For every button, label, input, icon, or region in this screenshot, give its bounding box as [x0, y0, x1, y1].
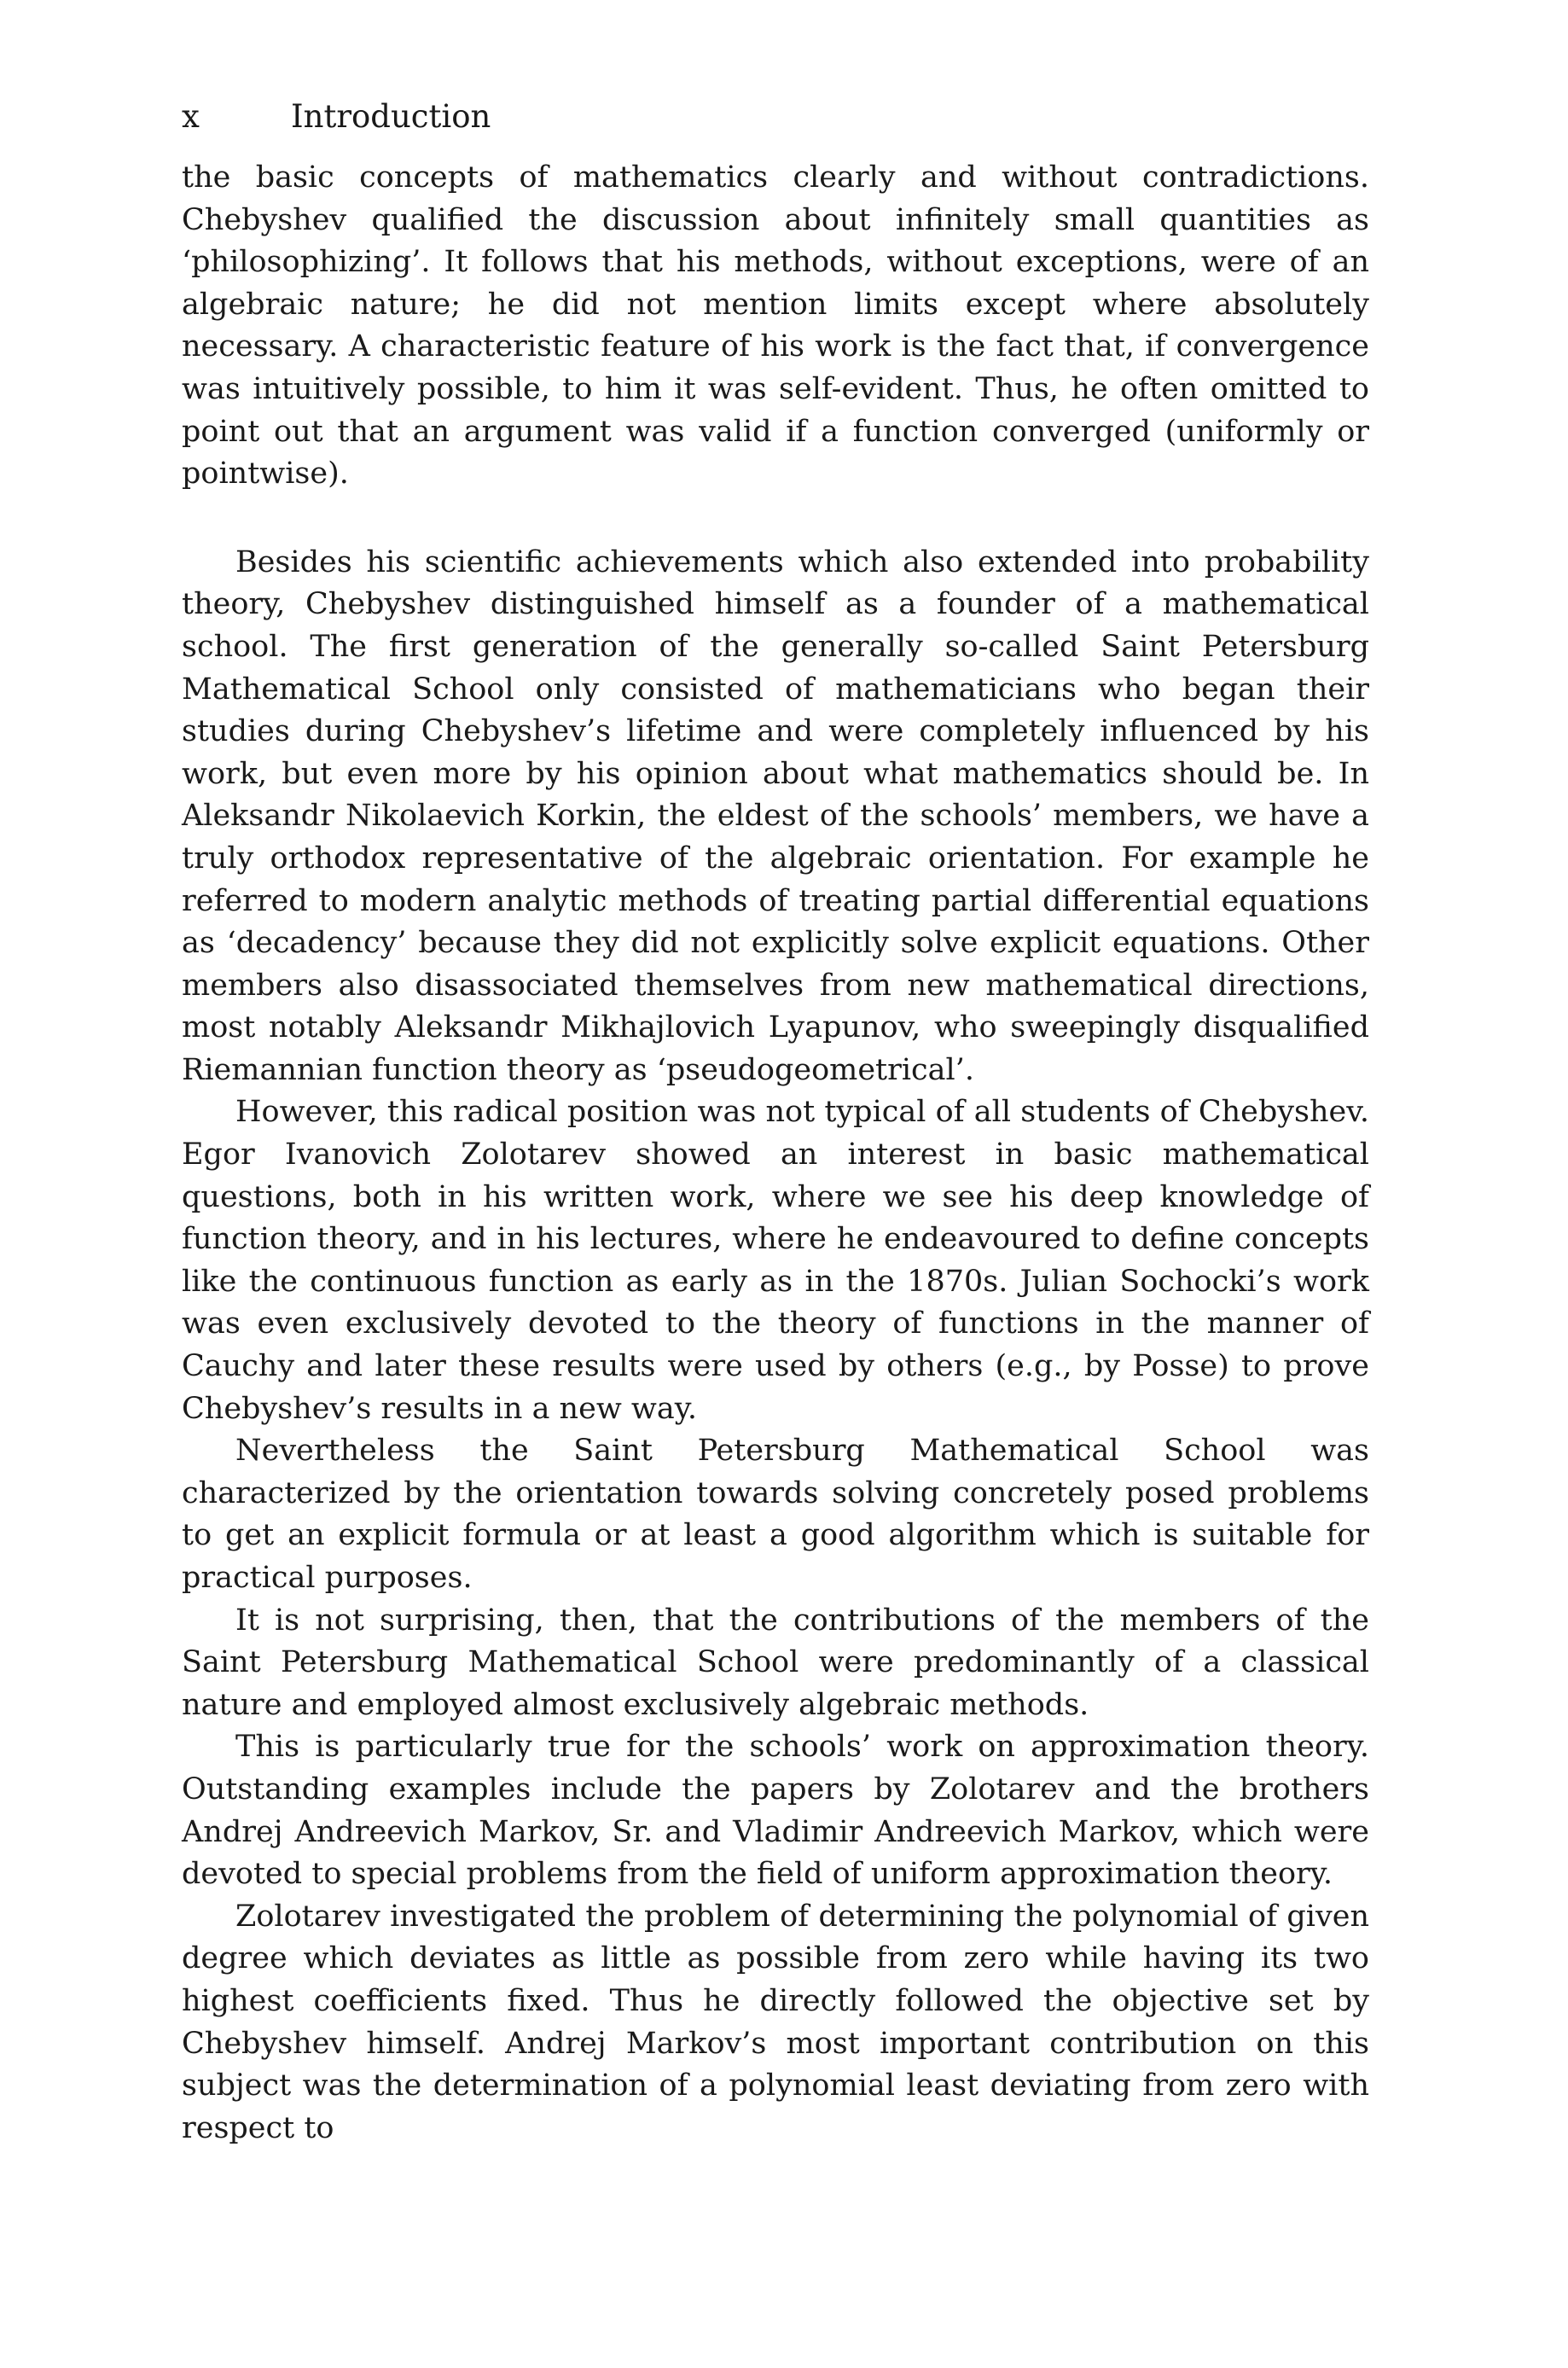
- paragraph: This is particularly true for the schools’ work on approximation theory. Outstanding examples include the papers by Zolotarev and the brothers Andrej Andreevich Markov, Sr. and Vladimir Andreevich Markov, which were devoted to special problems from the field of uniform approximation theory.: [182, 1730, 1369, 1892]
- paragraph: Besides his scientific achievements which also extended into probability theory, Chebyshev distinguished himself as a founder of a mathematical school. The first generation of the generally so-called Saint Petersburg Mathematical School only consisted of mathematicians who began their studies during Chebyshev’s lifetime and were completely influenced by his work, but even more by his opinion about what mathematics should be. In Aleksandr Nikolaevich Korkin, the eldest of the schools’ members, we have a truly orthodox representative of the algebraic orientation. For example he referred to modern analytic methods of treating partial differential equations as ‘decadency’ because they did not explicitly solve explicit equations. Other members also disassociated themselves from new mathematical directions, most notably Aleksandr Mikhajlovich Lyapunov, who sweepingly disqualified Riemannian function theory as ‘pseudogeometrical’.: [182, 544, 1369, 1087]
- running-head: [182, 96, 1369, 138]
- book-page: [182, 96, 1369, 2150]
- page-number: x: [182, 98, 200, 135]
- running-title: Introduction: [291, 98, 491, 135]
- paragraph: However, this radical position was not typical of all students of Chebyshev. Egor Ivanovich Zolotarev showed an interest in basic mathematical questions, both in his written work, where we see his deep knowledge of function theory, and in his lectures, where he endeavoured to define concepts like the continuous function as early as in the 1870s. Julian Sochocki’s work was even exclusively devoted to the theory of functions in the manner of Cauchy and later these results were used by others (e.g., by Posse) to prove Chebyshev’s results in a new way.: [182, 1095, 1369, 1426]
- paragraph: It is not surprising, then, that the contributions of the members of the Saint Petersburg Mathematical School were predominantly of a classical nature and employed almost exclusively algebraic methods.: [182, 1603, 1369, 1722]
- paragraph: Zolotarev investigated the problem of determining the polynomial of given degree which deviates as little as possible from zero while having its two highest coefficients fixed. Thus he directly followed the objective set by Chebyshev himself. Andrej Markov’s most important contribution on this subject was the determination of a polynomial least deviating from zero with respect to: [182, 1899, 1369, 2145]
- paragraph-continuation: the basic concepts of mathematics clearly and without contradictions. Chebyshev qualified the discussion about infinitely small quantities as ‘philosophizing’. It follows that his methods, without exceptions, were of an algebraic nature; he did not mention limits except where absolutely necessary. A characteristic feature of his work is the fact that, if convergence was intuitively possible, to him it was self-evident. Thus, he often omitted to point out that an argument was valid if a function converged (uniformly or pointwise).: [182, 160, 1369, 492]
- body-text: [182, 157, 1369, 2150]
- paragraph: Nevertheless the Saint Petersburg Mathematical School was characterized by the orientation towards solving concretely posed problems to get an explicit formula or at least a good algorithm which is suitable for practical purposes.: [182, 1434, 1369, 1595]
